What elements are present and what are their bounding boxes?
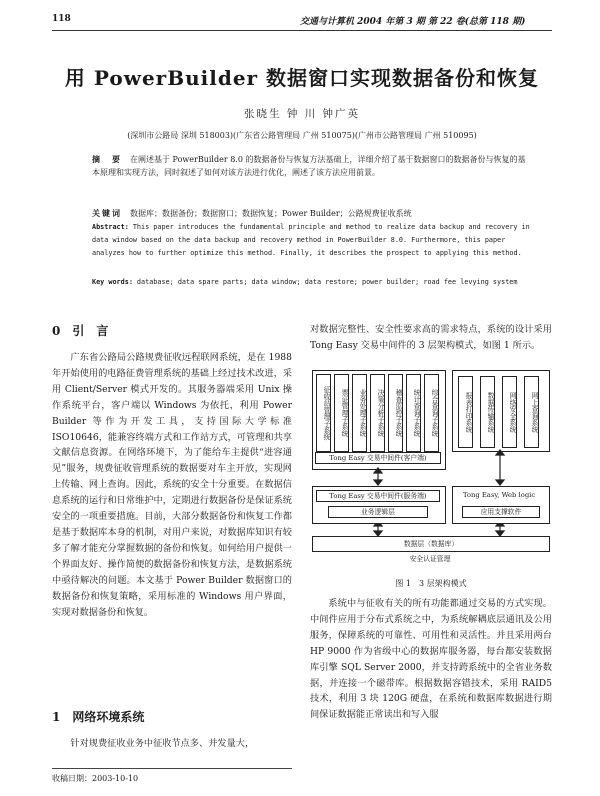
security-label: 安全认证管理 <box>312 554 548 564</box>
section-0-heading: 0 引 言 <box>52 324 109 338</box>
keywords-en-text: database; data spare parts; data window; data restore; power builder; road fee levying system <box>136 278 518 286</box>
abstract-cn <box>92 153 532 179</box>
module-box: 征收站管理子系统 <box>316 374 331 452</box>
journal-header: 交通与计算机 2004 年第 3 期 第 22 卷(总第 118 期) <box>300 17 526 27</box>
keywords-en-label: Key words: <box>92 278 133 286</box>
section-0-heading-wrap <box>52 324 292 340</box>
module-box: 数据传输系统 <box>480 376 495 448</box>
module-box: 稽查监控子系统 <box>388 374 403 452</box>
abstract-en-label: Abstract: <box>92 223 129 231</box>
page-number: 118 <box>52 14 71 24</box>
figure-caption: 图 1 3 层架构模式 <box>395 579 467 588</box>
module-box: 综合查询子系统 <box>424 374 439 452</box>
abstract-cn-label: 摘 要 <box>92 154 122 164</box>
keywords-cn-label: 关键词 <box>92 208 122 218</box>
section-1-heading-wrap <box>52 710 292 726</box>
right-top-text <box>310 322 552 354</box>
app-support-software: 应用支撑软件 <box>462 506 540 518</box>
abstract-en-text: This paper introduces the fundamental principle and method to realize data backup and recovery in data window based on the data backup and recovery method in PowerBuilder 8.0. Furthermore, this paper analyzes how to further optimize this method. Finally, it describes the prospect to applying this method. <box>92 223 530 257</box>
server-middleware-bar: Tong Easy 交易中间件(服务端) <box>316 490 440 502</box>
authors: 张晓生 钟 川 钟广英 <box>243 108 360 120</box>
module-box: 网络安全系统 <box>502 376 517 448</box>
paper-title: 用 PowerBuilder 数据窗口实现数据备份和恢复 <box>64 66 540 90</box>
module-box: 网上查询系统 <box>524 376 539 448</box>
tong-web-label: Tong Easy, Web logic <box>456 490 542 500</box>
client-middleware-bar: Tong Easy 交易中间件(客户端) <box>315 452 441 464</box>
keywords-cn <box>92 207 532 220</box>
right-body <box>310 596 552 723</box>
header-rule <box>52 30 552 31</box>
received-date: 收稿日期：2003-10-10 <box>52 768 292 784</box>
keywords-cn-text: 数据库；数据备份；数据窗口；数据恢复；Power Builder；公路规费征收系统 <box>130 209 412 218</box>
abstract-cn-text: 在阐述基于 PowerBuilder 8.0 的数据备份与恢复方法基础上，详细介绍了基于数据窗口的数据备份与恢复的基本原理和实现方法，同时叙述了如何对该方法进行优化，阐述了该方法应用前景。 <box>92 155 526 177</box>
module-box: 票证管理子系统 <box>334 374 349 452</box>
section-1-paragraph: 针对规费征收业务中征收节点多、并发量大， <box>70 738 255 749</box>
affiliation: (深圳市公路局 深圳 518003)(广东省公路管理局 广州 510075)(广州市公路管理局 广州 510095) <box>127 131 477 140</box>
section-1-body <box>52 736 292 752</box>
data-layer-bar: 数据层（数据库） <box>312 536 550 552</box>
module-box: 业务处理子系统 <box>352 374 367 452</box>
section-1-heading: 1 网络环境系统 <box>52 710 145 724</box>
section-0-paragraph: 广东省公路局公路规费征收远程联网系统，是在 1988 年开始使用的电路征费管理系统的基础上经过技术改进，采用 Client/Server 模式开发的。其服务器端采用 Unix 操作系统平台，客户端以 Windows 为依托，利用 Power Builder 等作为开发工具，支持国际大学标准 ISO10646，能兼容终端方式和工作站方式，可管理和共享文献信息资源。在网络环境下，为了能给车主提供“进容通见”服务，规费征收管理系统的数据要对车主开放，实现网上传输、网上查询。因此，系统的安全十分重要。在数据信息系统的运行和日常维护中，定期进行数据备份是保证系统安全的一项重要措施。目前，大部分数据备份和恢复工作都是基于数据库本身的机制，对用户来说，对数据库知识有较多了解才能充分掌握数据的备份和恢复。如何给用户提供一个界面友好、操作简便的数据备份和恢复方法，是数据系统中亟待解决的问题。本文基于 Power Builder 数据窗口的数据备份和恢复策略，采用标准的 Windows 用户界面，实现对数据备份和恢复。 <box>52 352 292 618</box>
right-paragraph: 系统中与征收有关的所有功能都通过交易的方式实现。中间件应用于分布式系统之中，为系统解耦底层通讯及公用服务，保障系统的可靠性、可用性和灵活性。并且采用两台 HP 9000 作为省级中心的数据库服务器，每台都安装数据库引擎 SQL Server 2000，并支持跨系统中的全省业务数据，并连接一个磁带库。根据数据容错技术，采用 RAID5 技术，利用 3 块 120G 硬盘，在系统和数据库数据进行期间保证数据能正常读出和写入服 <box>310 598 552 721</box>
business-logic-layer: 业务逻辑层 <box>328 506 428 518</box>
module-box: 决策分析子系统 <box>370 374 385 452</box>
architecture-diagram <box>312 370 550 570</box>
module-box: 报表打印系统 <box>458 376 473 448</box>
section-0-body <box>52 350 292 620</box>
module-box: 统计查询子系统 <box>406 374 421 452</box>
abstract-en <box>92 221 532 260</box>
keywords-en <box>92 276 532 289</box>
right-top-paragraph: 对数据完整性、安全性要求高的需求特点，系统的设计采用 Tong Easy 交易中间件的 3 层架构模式，如图 1 所示。 <box>310 324 552 351</box>
